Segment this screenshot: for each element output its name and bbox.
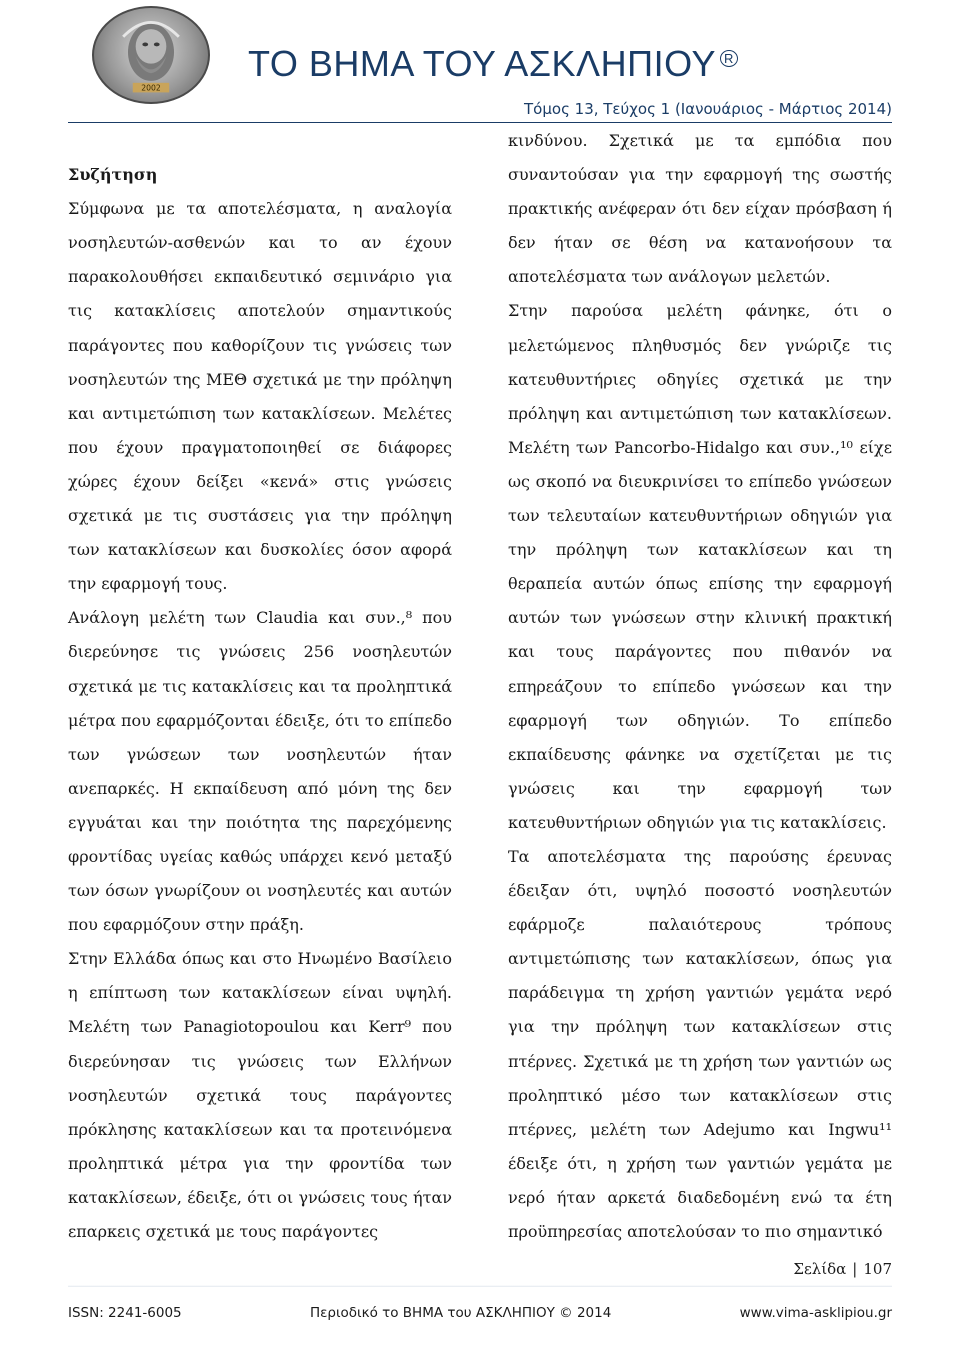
logo-year: 2002 [141,83,161,93]
journal-title: ΤΟ ΒΗΜΑ ΤΟΥ ΑΣΚΛΗΠΙΟΥ $^R$ [248,46,738,82]
header-divider [68,122,892,123]
footer-website[interactable]: www.vima-asklipiou.gr [739,1305,892,1321]
column-top-spacer [68,124,452,158]
paragraph: Στην παρούσα μελέτη φάνηκε, ότι ο μελετώμενος πληθυσμός δεν γνώριζε τις κατευθυντήριες οδηγίες σχετικά με την πρόληψη και αντιμετώπιση των κατακλίσεων. Μελέτη των Pancorbo-Hidalgo και συν.,¹⁰ είχε ως σκοπό να διευκρινίσει το επίπεδο γνώσεων των τελευταίων κατευθυντήριων οδηγιών για την πρόληψη των κατακλίσεων και τη θεραπεία αυτών όπως επίσης την εφαρμογή αυτών των γνώσεων στην κλινική πρακτική και τους παράγοντες που πιθανόν να επηρεάζουν το επίπεδο γνώσεων και την εφαρμογή των οδηγιών. Το επίπεδο εκπαίδευσης φάνηκε να σχετίζεται με τις γνώσεις και την εφαρμογή των κατευθυντήριων οδηγιών για τις κατακλίσεις. [508,301,892,832]
footer-publisher: Περιοδικό το ΒΗΜΑ του ΑΣΚΛΗΠΙΟΥ © 2014 [309,1305,612,1321]
section-heading: Συζήτηση [68,165,158,185]
paragraph: Τα αποτελέσματα της παρούσης έρευνας έδειξαν ότι, υψηλό ποσοστό νοσηλευτών εφάρμοζε παλαιότερους τρόπους αντιμετώπισης των κατακλίσεων, όπως για παράδειγμα τη χρήση γαντιών γεμάτα νερό για την πρόληψη των κατακλίσεων στις πτέρνες. Σχετικά με τη χρήση των γαντιών ως προληπτικό μέσο των κατακλίσεων στις πτέρνες, μελέτη των Adejumo και Ingwu¹¹ έδειξε ότι, η χρήση των γαντιών γεμάτα με νερό ήταν αρκετά διαδεδομένη ενώ τα έτη προϋπηρεσίας αποτελούσαν το πιο σημαντικό [508,846,892,1241]
journal-logo [92,6,210,104]
issue-info: Τόμος 13, Τεύχος 1 (Ιανουάριος - Μάρτιος 2014) [524,100,892,118]
asklepios-bust-icon [94,8,208,102]
right-column [508,124,892,1244]
footer-issn: ISSN: 2241-6005 [68,1305,182,1321]
paragraph: κινδύνου. Σχετικά με τα εμπόδια που συναντούσαν για την εφαρμογή της σωστής πρακτικής ανέφεραν ότι δεν είχαν πρόσβαση ή δεν ήταν σε θέση να κατανοήσουν τα αποτελέσματα των ανάλογων μελετών. [508,131,892,287]
paragraph: Στην Ελλάδα όπως και στο Ηνωμένο Βασίλειο η επίπτωση των κατακλίσεων είναι υψηλή. Μελέτη των Panagiotopoulou και Kerr⁹ που διερεύνησαν τις γνώσεις των Ελλήνων νοσηλευτών σχετικά τους παράγοντες πρόκλησης κατακλίσεων και τα προτεινόμενα προληπτικά μέτρα για την φροντίδα των κατακλίσεων, έδειξε, ότι οι γνώσεις τους ήταν επαρκεις σχετικά με τους παράγοντες [68,949,452,1241]
paragraph: Ανάλογη μελέτη των Claudia και συν.,⁸ που διερεύνησε τις γνώσεις 256 νοσηλευτών σχετικά με τις κατακλίσεις και τα προληπτικά μέτρα που εφαρμόζονται έδειξε, ότι το επίπεδο των γνώσεων των νοσηλευτών ήταν ανεπαρκές. Η εκπαίδευση από μόνη της δεν εγγυάται και την ποιότητα της παρεχόμενης φροντίδας υγείας καθώς υπάρχει κενό μεταξύ των όσων γνωρίζουν οι νοσηλευτές και αυτών που εφαρμόζουν στην πράξη. [68,608,452,935]
footer [68,1300,892,1326]
footer-divider [68,1285,892,1287]
page-separator: | [852,1260,858,1278]
registered-mark: R [720,50,738,67]
left-column [68,124,452,1244]
page-label: Σελίδα [793,1260,847,1278]
paragraph: Σύμφωνα με τα αποτελέσματα, η αναλογία νοσηλευτών-ασθενών και το αν έχουν παρακολουθήσει εκπαιδευτικό σεμινάριο για τις κατακλίσεις αποτελούν σημαντικούς παράγοντες που καθορίζουν τις γνώσεις των νοσηλευτών της ΜΕΘ σχετικά με την πρόληψη και αντιμετώπιση των κατακλίσεων. Μελέτες που έχουν πραγματοποιηθεί σε διάφορες χώρες έχουν δείξει «κενά» στις γνώσεις σχετικά με τις συστάσεις για την πρόληψη των κατακλίσεων και δυσκολίες όσον αφορά την εφαρμογή τους. [68,199,452,594]
page-value: 107 [863,1260,892,1278]
page-number [793,1260,892,1278]
